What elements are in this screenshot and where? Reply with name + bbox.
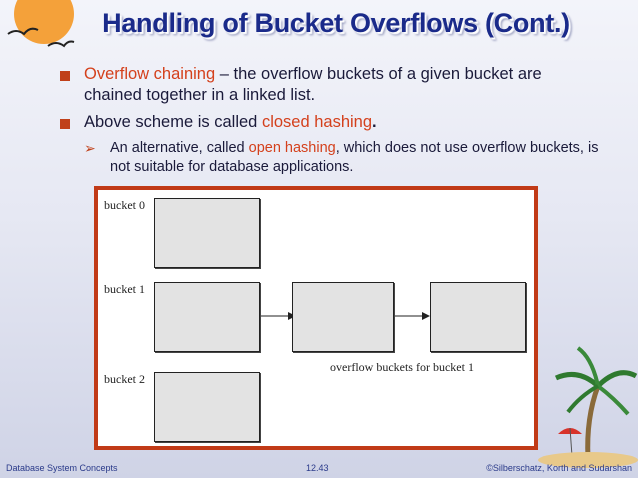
bucket-1-box (154, 282, 260, 352)
sub-bullet-open-hashing (60, 139, 600, 177)
arrow-bullet-icon: ➢ (84, 140, 96, 156)
overflow-label: overflow buckets for bucket 1 (330, 360, 474, 374)
bullet-list (60, 64, 600, 177)
overflow-bucket-1-box (292, 282, 394, 352)
bucket-1-label: bucket 1 (104, 282, 145, 296)
term-closed-hashing: closed hashing (261, 113, 373, 131)
sub-bullet-text: , which does not use overflow buckets, is not suitable for database applications. (110, 140, 599, 175)
bullet-period: . (372, 113, 377, 131)
bucket-0-box (154, 198, 260, 268)
diagram-frame (94, 186, 538, 450)
palm-tree-icon (528, 338, 638, 468)
bucket-2-box (154, 372, 260, 442)
footer-copyright: ©Silberschatz, Korth and Sudarshan (486, 463, 632, 473)
sun-logo-icon (0, 0, 90, 60)
term-open-hashing: open hashing (248, 140, 336, 156)
bullet-text: Above scheme is called (84, 113, 262, 131)
footer-course: Database System Concepts (6, 463, 118, 473)
square-bullet-icon (60, 119, 70, 129)
bullet-text: – the overflow buckets of a given bucket are chained together in a linked list. (84, 65, 542, 104)
footer-slide-number: 12.43 (306, 463, 329, 473)
slide-title: Handling of Bucket Overflows (Cont.) (102, 8, 570, 38)
term-overflow-chaining: Overflow chaining (84, 65, 216, 83)
bucket-2-label: bucket 2 (104, 372, 145, 386)
bullet-overflow-chaining (60, 64, 600, 106)
bullet-closed-hashing (60, 112, 600, 133)
bucket-0-label: bucket 0 (104, 198, 145, 212)
overflow-bucket-2-box (430, 282, 526, 352)
sub-bullet-text: An alternative, called (110, 140, 249, 156)
square-bullet-icon (60, 71, 70, 81)
